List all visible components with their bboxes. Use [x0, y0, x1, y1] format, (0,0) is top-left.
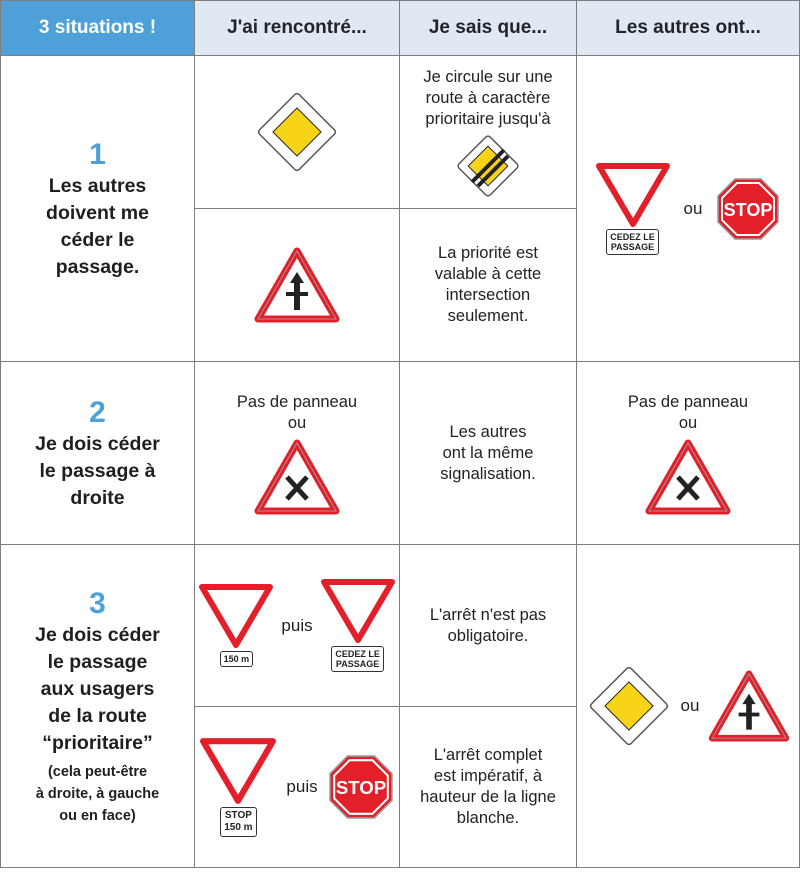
yield-plate: [606, 229, 659, 255]
know-line: signalisation.: [440, 464, 536, 483]
know-line: Je circule sur une: [423, 67, 553, 86]
stop-sign-text: STOP: [724, 199, 773, 220]
know-line: valable à cette: [434, 265, 542, 283]
others-line: Pas de panneau: [627, 393, 749, 411]
header-know: Je sais que...: [400, 0, 577, 56]
others-r2-cell: [577, 362, 800, 545]
situation-1-line: Les autres: [48, 174, 147, 197]
know-line: intersection: [445, 286, 531, 304]
met-r1a-cell: [195, 56, 400, 209]
know-line: L'arrêt complet: [433, 746, 543, 764]
situation-3-note: ou en face): [59, 807, 136, 824]
situation-3-note: (cela peut-être: [47, 763, 148, 780]
priority-road-sign-icon: [255, 90, 339, 174]
know-line: seulement.: [447, 307, 529, 325]
intersection-sign-icon: [255, 440, 339, 514]
situation-1-line: passage.: [55, 255, 140, 278]
situation-2-line: Je dois céder: [35, 432, 160, 455]
situation-1-line: doivent me: [46, 201, 149, 224]
plate-line: 150 m: [224, 821, 253, 833]
plate-line: CEDEZ LE: [335, 649, 380, 659]
bottom-margin: [0, 868, 800, 879]
plate-line: PASSAGE: [335, 659, 380, 669]
know-line: L'arrêt n'est pas: [429, 605, 547, 624]
situation-3-number: 3: [89, 586, 106, 620]
know-r3a-cell: [400, 545, 577, 707]
or-word: ou: [680, 696, 700, 715]
others-r1-cell: [577, 56, 800, 362]
know-line: La priorité est: [438, 244, 538, 262]
yield-sign-icon: [596, 163, 670, 227]
others-line: ou: [678, 414, 698, 432]
situation-2-cell: [0, 362, 195, 545]
stop-distance-plate: [220, 807, 256, 837]
situation-3-line: aux usagers: [40, 677, 155, 700]
met-line: ou: [287, 414, 307, 432]
met-r1b-cell: [195, 209, 400, 362]
stop-sign-text: STOP: [335, 777, 386, 799]
header-met: J'ai rencontré...: [195, 0, 400, 56]
plate-line: CEDEZ LE: [610, 231, 655, 242]
know-r3b-cell: [400, 707, 577, 868]
know-line: route à caractère: [425, 88, 551, 107]
situation-1-cell: [0, 56, 195, 362]
situation-3-line: de la route: [48, 704, 147, 727]
met-r2-cell: [195, 362, 400, 545]
situation-1-number: 1: [89, 137, 106, 171]
met-line: Pas de panneau: [236, 393, 358, 411]
know-line: ont la même: [442, 443, 534, 462]
then-word: puis: [286, 777, 318, 796]
stop-sign-icon: [328, 754, 394, 820]
know-line: blanche.: [456, 809, 520, 827]
situation-3-note: à droite, à gauche: [35, 785, 160, 802]
situation-3-line: le passage: [47, 650, 148, 673]
met-r3a-cell: [195, 545, 400, 707]
situation-2-line: le passage à: [39, 459, 156, 482]
header-situations: 3 situations !: [0, 0, 195, 56]
others-r3-cell: [577, 545, 800, 868]
know-line: est impératif, à: [433, 767, 543, 785]
yield-sign-icon: [199, 584, 273, 648]
met-r3b-cell: [195, 707, 400, 868]
then-word: puis: [281, 615, 313, 635]
know-line: hauteur de la ligne: [420, 788, 556, 806]
plate-line: PASSAGE: [610, 241, 655, 252]
yield-sign-icon: [321, 579, 395, 643]
know-line: obligatoire.: [447, 626, 529, 645]
priority-road-sign-icon: [587, 664, 671, 748]
situation-2-line: droite: [70, 486, 125, 509]
know-r1a-cell: [400, 56, 577, 209]
yield-plate: [331, 646, 384, 672]
situation-2-number: 2: [89, 395, 106, 429]
plate-line: STOP: [224, 809, 252, 821]
stop-sign-icon: [716, 177, 780, 241]
situation-3-line: “prioritaire”: [42, 731, 153, 754]
priority-intersection-sign-icon: [709, 671, 789, 741]
distance-plate: 150 m: [220, 651, 254, 667]
priority-intersection-sign-icon: [255, 248, 339, 322]
situation-1-line: céder le: [60, 228, 135, 251]
know-line: Les autres: [449, 422, 527, 441]
know-r1b-cell: [400, 209, 577, 362]
yield-sign-icon: [200, 738, 276, 804]
know-line: prioritaire jusqu'à: [425, 109, 551, 128]
know-r2-cell: [400, 362, 577, 545]
intersection-sign-icon: [646, 440, 730, 514]
situation-3-line: Je dois céder: [35, 623, 160, 646]
header-others: Les autres ont...: [577, 0, 800, 56]
end-of-priority-road-sign-icon: [452, 134, 524, 198]
or-word: ou: [683, 198, 703, 218]
situation-3-cell: [0, 545, 195, 868]
